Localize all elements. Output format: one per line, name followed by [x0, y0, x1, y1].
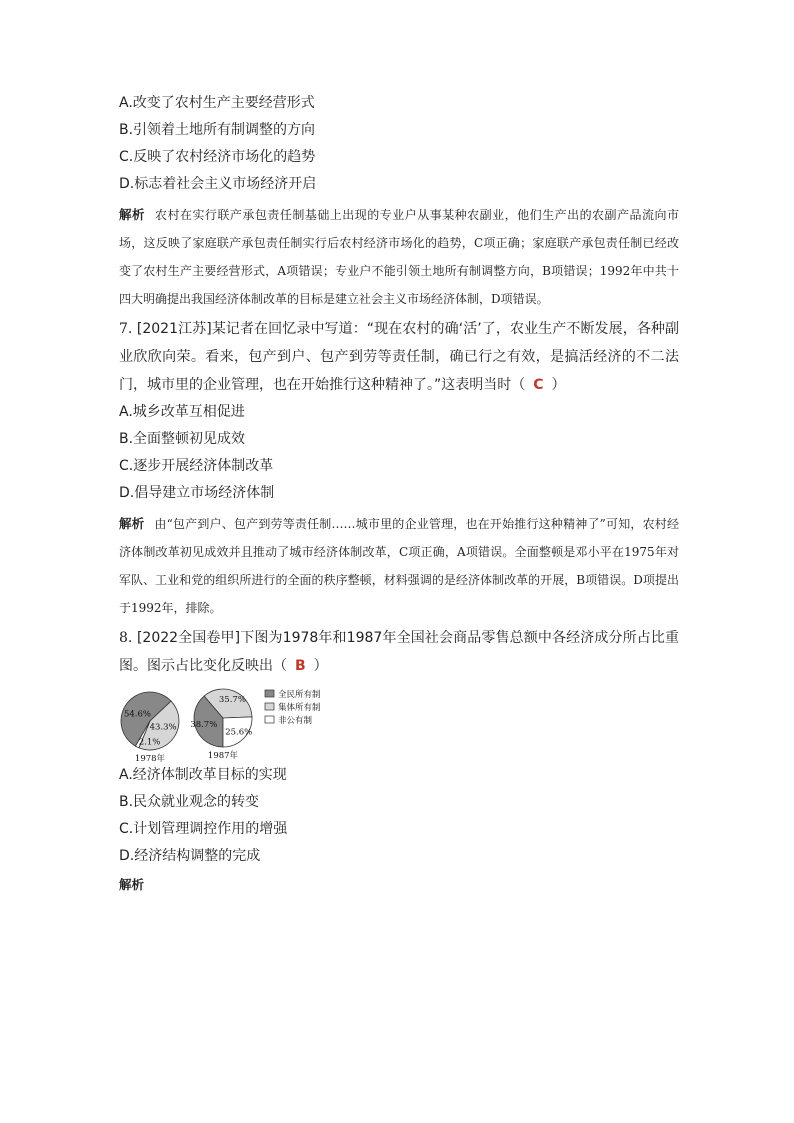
q8-stem-close: ）: [313, 658, 328, 674]
q8-option-b: B.民众就业观念的转变: [119, 794, 260, 810]
q8-stem: [119, 624, 679, 680]
q7-answer: C: [533, 377, 544, 393]
q8-option-c: C.计划管理调控作用的增强: [119, 821, 288, 837]
legend-label-0: 全民所有制: [278, 690, 321, 700]
legend-swatch-0: [265, 690, 274, 697]
pie-0-value-label-0: 54.6%: [123, 709, 152, 720]
q8-number: 8.: [119, 630, 133, 646]
q6-option-c: C.反映了农村经济市场化的趋势: [119, 149, 316, 165]
pie-0-value-label-1: 43.3%: [149, 722, 177, 733]
q7-analysis-label: 解析: [119, 516, 145, 531]
q6-analysis: [119, 201, 679, 313]
q8-analysis-label: 解析: [119, 877, 145, 892]
pie-chart-figure: [119, 684, 679, 762]
q8-option-d: D.经济结构调整的完成: [119, 848, 261, 864]
q7-option-d: D.倡导建立市场经济体制: [119, 485, 275, 501]
pie-0-year-label: 1978年: [134, 754, 166, 762]
q7-option-a: A.城乡改革互相促进: [119, 404, 245, 420]
q6-analysis-text: 农村在实行联产承包责任制基础上出现的专业户从事某种农副业，他们生产出的农副产品流向市场，这反映了家庭联产承包责任制实行后农村经济市场化的趋势，C项正确；家庭联产承包责任制已经改变了农村生产主要经营形式，A项错误；专业户不能引领土地所有制调整方向，B项错误；1992年中共十四大明确提出我国经济体制改革的目标是建立社会主义市场经济体制，D项错误。: [119, 208, 679, 306]
q7-number: 7.: [119, 321, 133, 337]
q8-option-a: A.经济体制改革目标的实现: [119, 767, 287, 783]
q7-analysis: [119, 510, 679, 622]
q6-option-b: B.引领着土地所有制调整的方向: [119, 122, 316, 138]
q8-source: [2022全国卷甲]: [136, 630, 241, 646]
q6-option-a: A.改变了农村生产主要经营形式: [119, 95, 315, 111]
legend-swatch-2: [265, 716, 274, 723]
q7-stem: [119, 315, 679, 399]
pie-charts-svg: [119, 684, 379, 762]
q8-options: [119, 762, 679, 870]
q7-source: [2021江苏]: [136, 321, 212, 337]
document-page: [119, 90, 679, 898]
pie-0-value-label-2: 2.1%: [138, 737, 161, 748]
legend-label-2: 非公有制: [278, 716, 313, 726]
q7-stem-text: 某记者在回忆录中写道：“现在农村的确‘活’了，农业生产不断发展，各种副业欣欣向荣。看来，包产到户、包产到劳等责任制，确已行之有效，是搞活经济的不二法门，城市里的企业管理，也在开始推行这种精神了。”这表明当时（: [119, 321, 679, 393]
pie-1-value-label-2: 25.6%: [225, 727, 253, 738]
pie-1-value-label-1: 35.7%: [218, 695, 246, 706]
q7-options: [119, 399, 679, 507]
q6-analysis-label: 解析: [119, 207, 145, 222]
pie-1-value-label-0: 38.7%: [190, 720, 218, 731]
pie-1-year-label: 1987年: [207, 751, 239, 761]
q7-stem-close: ）: [551, 377, 566, 393]
q7-option-b: B.全面整顿初见成效: [119, 431, 246, 447]
legend-label-1: 集体所有制: [278, 703, 321, 713]
q7-analysis-text: 由“包产到户、包产到劳等责任制……城市里的企业管理，也在开始推行这种精神了”可知，农村经济体制改革初见成效并且推动了城市经济体制改革，C项正确，A项错误。全面整顿是邓小平在1975年对军队、工业和党的组织所进行的全面的秩序整顿，材料强调的是经济体制改革的开展，B项错误。D项提出于1992年，排除。: [119, 517, 679, 615]
q8-stem-text: 下图为1978年和1987年全国社会商品零售总额中各经济成分所占比重图。图示占比变化反映出（: [119, 630, 680, 674]
q6-options: [119, 90, 679, 198]
legend-swatch-1: [265, 703, 274, 710]
q7-option-c: C.逐步开展经济体制改革: [119, 458, 274, 474]
q6-option-d: D.标志着社会主义市场经济开启: [119, 176, 317, 192]
q8-answer: B: [295, 658, 306, 674]
